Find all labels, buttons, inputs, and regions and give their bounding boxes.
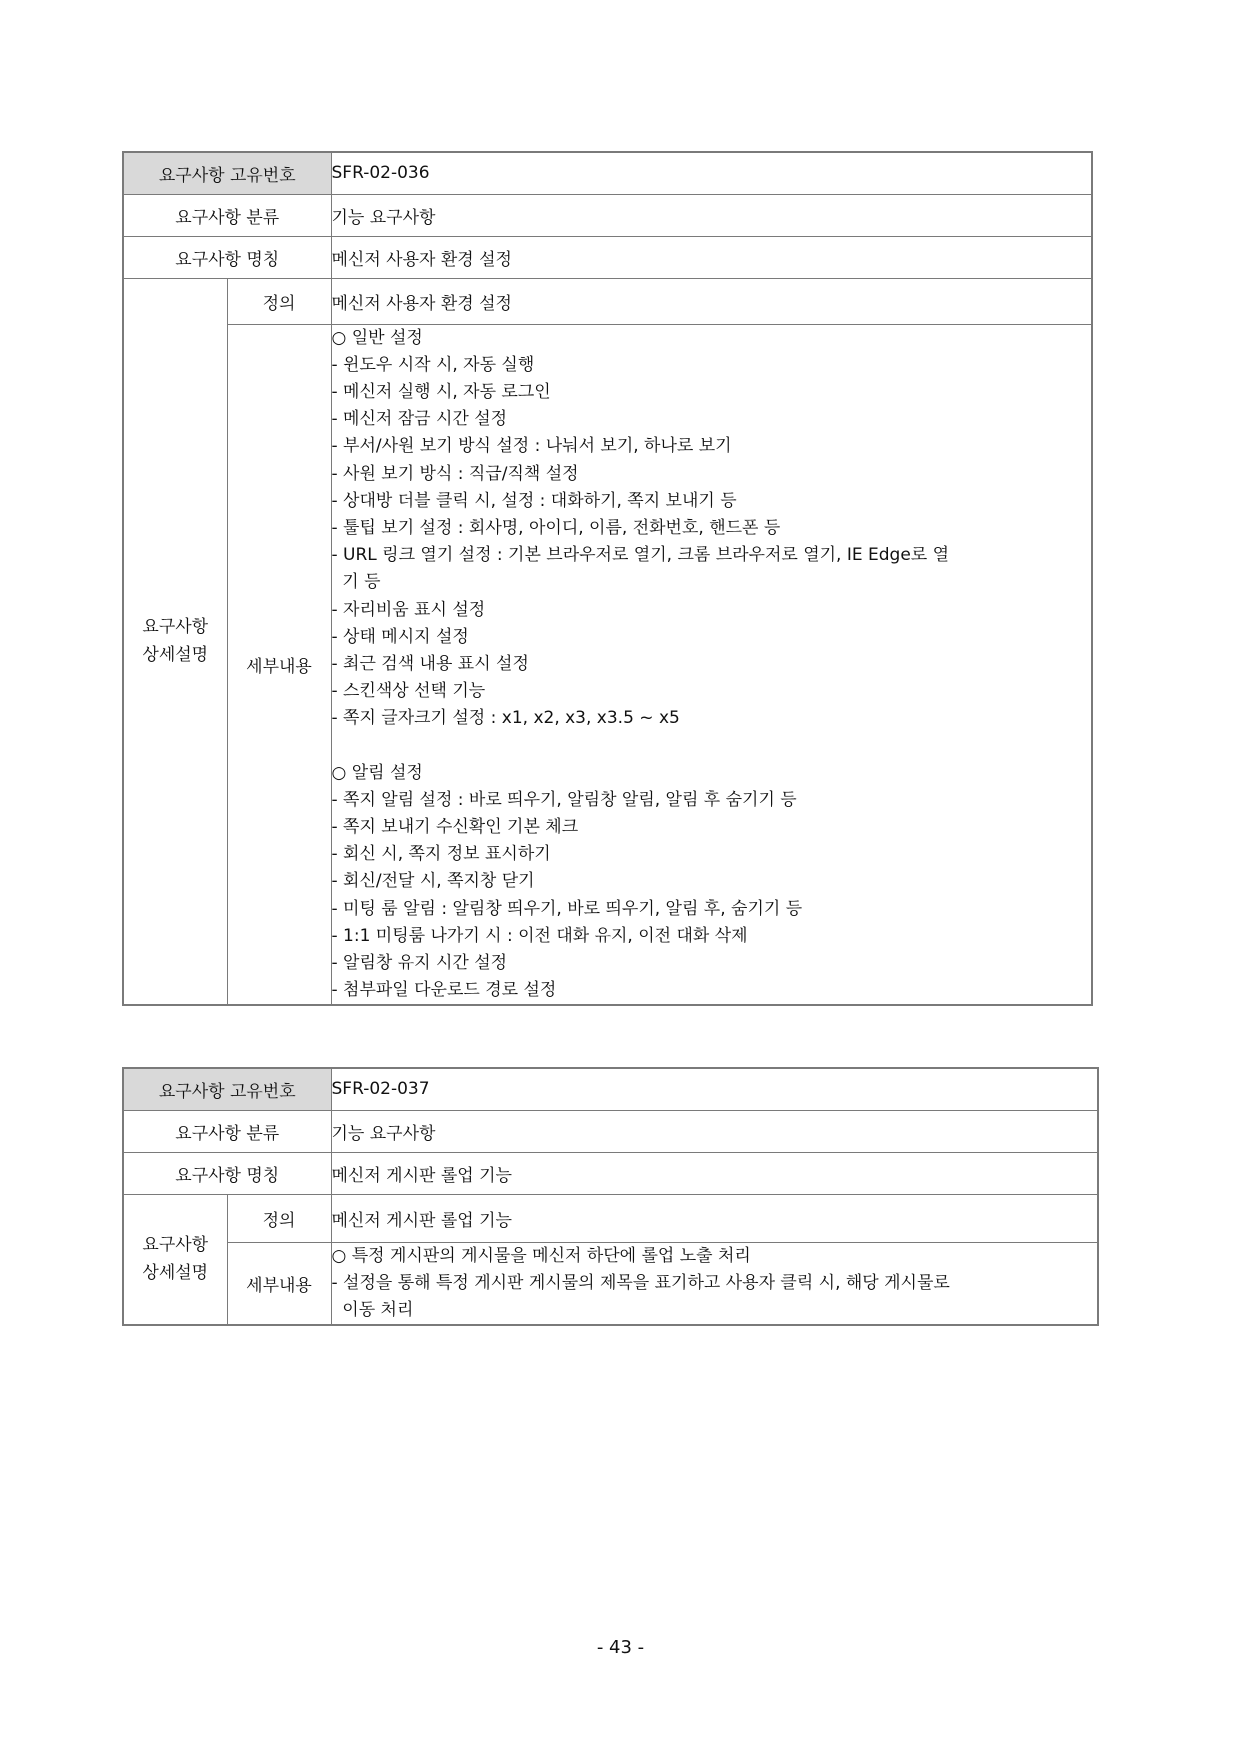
req-name-value: 메신저 게시판 롤업 기능 (331, 1152, 1098, 1194)
detail-line: - 상태 메시지 설정 (331, 626, 469, 647)
label-category: 요구사항 분류 (123, 1110, 331, 1152)
detail-line: - 설정을 통해 특정 게시판 게시물의 제목을 표기하고 사용자 클릭 시, 해당 게시물로 (331, 1272, 950, 1293)
detail-line: - URL 링크 열기 설정 : 기본 브라우저로 열기, 크롬 브라우저로 열기, IE Edge로 열 (331, 545, 950, 566)
detail-line: - 쪽지 알림 설정 : 바로 띄우기, 알림창 알림, 알림 후 숨기기 등 (331, 789, 797, 810)
req-name-value: 메신저 사용자 환경 설정 (331, 236, 1092, 278)
req-details-content (331, 1242, 1098, 1325)
detail-line: - 윈도우 시작 시, 자동 실행 (331, 354, 535, 375)
req-category-value: 기능 요구사항 (331, 194, 1092, 236)
detail-line: - 알림창 유지 시간 설정 (331, 952, 508, 973)
label-definition: 정의 (227, 278, 331, 324)
detail-line: - 쪽지 글자크기 설정 : x1, x2, x3, x3.5 ~ x5 (331, 708, 680, 729)
detail-line: - 스킨색상 선택 기능 (331, 681, 486, 702)
requirement-table-1 (122, 151, 1093, 1006)
row-name (123, 236, 1092, 278)
detail-line: - 상대방 더블 클릭 시, 설정 : 대화하기, 쪽지 보내기 등 (331, 490, 737, 511)
detail-line-blank (332, 733, 1092, 760)
label-name: 요구사항 명칭 (123, 1152, 331, 1194)
row-category (123, 194, 1092, 236)
row-details (123, 324, 1092, 1005)
row-definition (123, 278, 1092, 324)
label-details: 세부내용 (227, 324, 331, 1005)
label-id: 요구사항 고유번호 (123, 1068, 331, 1110)
row-id (123, 1068, 1098, 1110)
detail-line: - 자리비움 표시 설정 (331, 599, 486, 620)
row-name (123, 1152, 1098, 1194)
detail-line: - 회신 시, 쪽지 정보 표시하기 (331, 844, 551, 865)
label-id: 요구사항 고유번호 (123, 152, 331, 194)
req-category-value: 기능 요구사항 (331, 1110, 1098, 1152)
detail-line: ○ 일반 설정 (331, 327, 423, 348)
req-id-value: SFR-02-036 (331, 152, 1092, 194)
detail-line: - 부서/사원 보기 방식 설정 : 나눠서 보기, 하나로 보기 (331, 436, 732, 457)
detail-line: - 회신/전달 시, 쪽지창 닫기 (331, 871, 535, 892)
detail-line: - 최근 검색 내용 표시 설정 (331, 653, 529, 674)
label-name: 요구사항 명칭 (123, 236, 331, 278)
req-definition-value: 메신저 사용자 환경 설정 (331, 278, 1092, 324)
row-id (123, 152, 1092, 194)
detail-line: - 툴팁 보기 설정 : 회사명, 아이디, 이름, 전화번호, 핸드폰 등 (331, 517, 781, 538)
row-definition (123, 1194, 1098, 1242)
label-details: 세부내용 (227, 1242, 331, 1325)
req-definition-value: 메신저 게시판 롤업 기능 (331, 1194, 1098, 1242)
label-detail-desc: 요구사항 상세설명 (123, 1194, 227, 1325)
row-category (123, 1110, 1098, 1152)
detail-line: - 사원 보기 방식 : 직급/직책 설정 (331, 463, 579, 484)
detail-line: ○ 특정 게시판의 게시물을 메신저 하단에 롤업 노출 처리 (331, 1245, 751, 1266)
detail-line: - 미팅 룸 알림 : 알림창 띄우기, 바로 띄우기, 알림 후, 숨기기 등 (331, 898, 803, 919)
row-details (123, 1242, 1098, 1325)
req-id-value: SFR-02-037 (331, 1068, 1098, 1110)
detail-line: - 메신저 실행 시, 자동 로그인 (331, 381, 551, 402)
detail-line: 기 등 (331, 572, 381, 593)
label-detail-desc: 요구사항 상세설명 (123, 278, 227, 1005)
req-details-content (331, 324, 1092, 1005)
label-definition: 정의 (227, 1194, 331, 1242)
page-number: - 43 - (596, 1637, 645, 1658)
detail-line: - 첨부파일 다운로드 경로 설정 (331, 980, 557, 1001)
detail-line: - 1:1 미팅룸 나가기 시 : 이전 대화 유지, 이전 대화 삭제 (331, 925, 748, 946)
detail-line: 이동 처리 (331, 1299, 414, 1320)
requirement-table-2 (122, 1067, 1099, 1326)
detail-line: ○ 알림 설정 (331, 762, 423, 783)
label-category: 요구사항 분류 (123, 194, 331, 236)
detail-line: - 메신저 잠금 시간 설정 (331, 409, 508, 430)
detail-line: - 쪽지 보내기 수신확인 기본 체크 (331, 816, 579, 837)
